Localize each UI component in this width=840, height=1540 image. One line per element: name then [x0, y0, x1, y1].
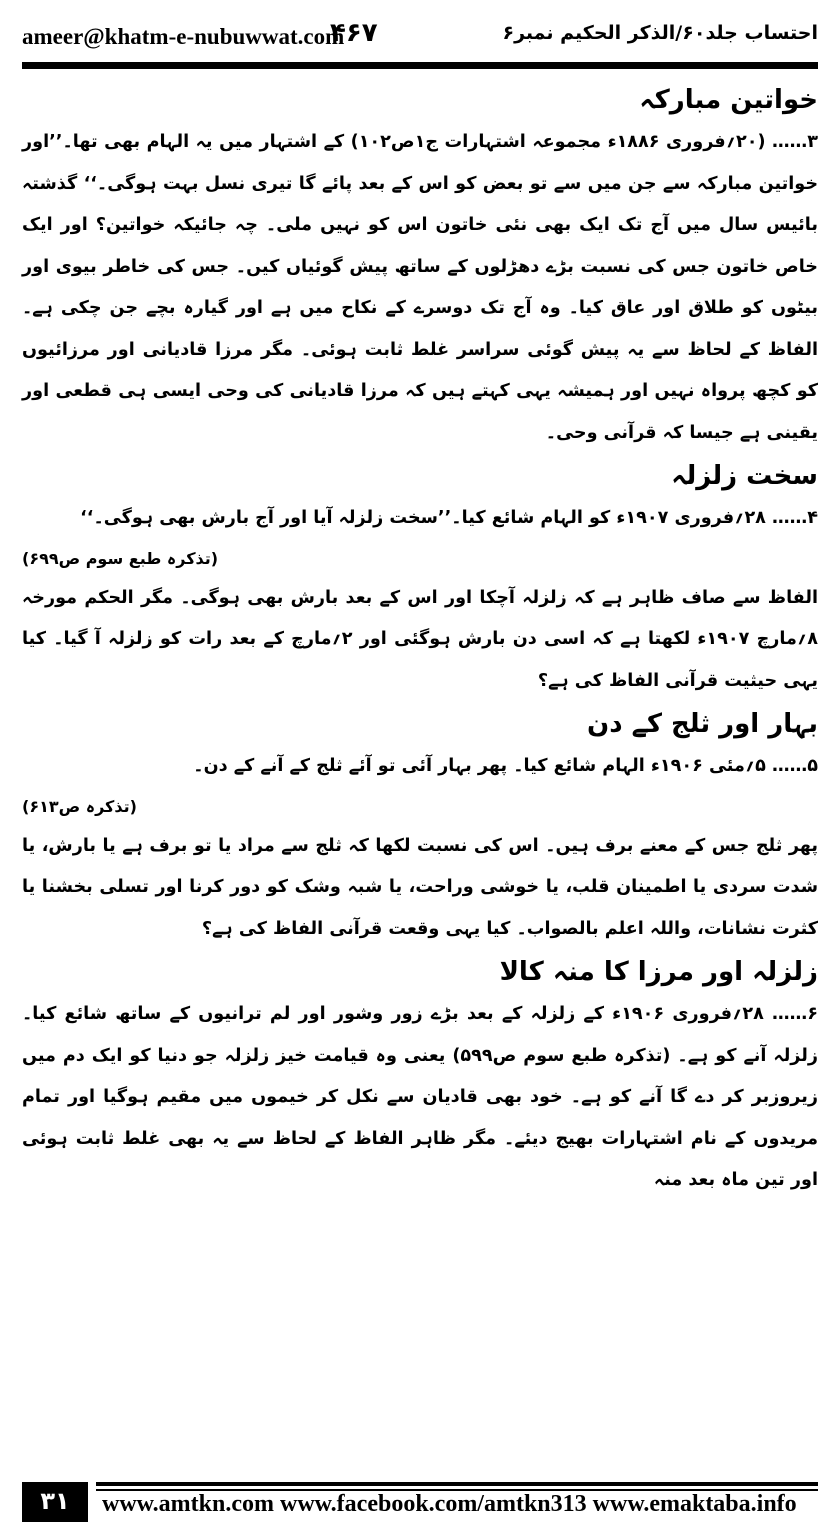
paragraph: ۵…… ۵؍مئی ۱۹۰۶ء الہام شائع کیا۔ پھر بہار آئی تو آئے ثلج کے آنے کے دن۔ — [193, 756, 818, 776]
header-title: احتساب جلد۶۰/الذکر الحکیم نمبر۶ — [502, 22, 818, 44]
paragraph: ۳…… (۲۰؍فروری ۱۸۸۶ء مجموعہ اشتہارات ج۱ص۱۰۲) کے اشتہار میں یہ الہام بھی تھا۔’’اور خواتین مبارکہ سے جن میں سے تو بعض کو اس کے بعد پائے گا تیری نسل بہت ہوگی۔‘‘ گذشتہ بائیس سال میں آج تک ایک بھی نئی خاتون اس کو نہیں ملی۔ چہ جائیکہ خواتین؟ اور ایک خاص خاتون جس کی نسبت بڑے دھڑلوں کے ساتھ پیش گوئیاں کیں۔ جس کی خاطر بیوی اور بیٹوں کو طلاق اور عاق کیا۔ وہ آج تک دوسرے کے نکاح میں ہے اور گیارہ بچے جن چکی ہے۔ الفاظ کے لحاظ سے یہ پیش گوئی سراسر غلط ثابت ہوئی۔ مگر مرزا قادیانی اور مرزائیوں کو کچھ پرواہ نہیں اور ہمیشہ یہی کہتے ہیں کہ مرزا قادیانی کی وحی ایسی ہی قطعی اور یقینی ہے جیسا کہ قرآنی وحی۔ — [22, 132, 818, 443]
footer-rule — [96, 1482, 818, 1486]
paragraph: پھر ثلج جس کے معنے برف ہیں۔ اس کی نسبت لکھا کہ ثلج سے مراد یا تو برف ہے یا بارش، یا شدت سردی یا اطمینان قلب، یا خوشی وراحت، یا شبہ وشک کو دور کرنا اور تسلی بخشنا یا کثرت نشانات، واللہ اعلم بالصواب۔ کیا یہی وقعت قرآنی الفاظ کی ہے؟ — [22, 835, 818, 939]
footer-links[interactable]: www.amtkn.com www.facebook.com/amtkn313 www.emaktaba.info — [102, 1491, 797, 1517]
paragraph: الفاظ سے صاف ظاہر ہے کہ زلزلہ آچکا اور اس کے بعد بارش بھی ہوگی۔ مگر الحکم مورخہ ۸؍مارچ ۱۹۰۷ء لکھتا ہے کہ اسی دن بارش ہوگئی اور ۲؍مارچ کے بعد رات کو زلزلہ آ گیا۔ کیا یہی حیثیت قرآنی الفاظ کی ہے؟ — [22, 587, 818, 691]
paragraph: ۶…… ۲۸؍فروری ۱۹۰۶ء کے زلزلہ کے بعد بڑے زور وشور اور لم ترانیوں کے ساتھ شائع کیا۔ زلزلہ آنے کو ہے۔ (تذکرہ طبع سوم ص۵۹۹) یعنی وہ قیامت خیز زلزلہ جو دنیا کو ایک دم میں زیروزبر کر دے گا آنے کو ہے۔ خود بھی قادیان سے نکل کر خیموں میں مقیم ہوگیا اور تمام مریدوں کے نام اشتہارات بھیج دیئے۔ مگر ظاہر الفاظ کے لحاظ سے یہ بھی غلط ثابت ہوئی اور تین ماہ بعد منہ — [22, 1004, 818, 1190]
section-heading: خواتین مبارکہ — [639, 85, 818, 115]
reference-citation: (تذکرہ طبع سوم ص۶۹۹) — [22, 548, 219, 568]
section-heading: سخت زلزلہ — [671, 461, 818, 491]
section-heading: زلزلہ اور مرزا کا منہ کالا — [499, 957, 818, 987]
header-page-number: ۴۶۷ — [330, 18, 378, 48]
section-heading: بہار اور ثلج کے دن — [587, 709, 818, 739]
header-email: ameer@khatm-e-nubuwwat.com — [22, 24, 345, 49]
paragraph: ۴…… ۲۸؍فروری ۱۹۰۷ء کو الہام شائع کیا۔’’سخت زلزلہ آیا اور آج بارش بھی ہوگی۔‘‘ — [80, 508, 818, 528]
page-footer — [22, 1482, 818, 1522]
header-rule — [22, 62, 818, 69]
footer-page-badge: ۳۱ — [22, 1482, 88, 1522]
page-header — [22, 18, 818, 58]
page-body — [22, 78, 818, 1202]
reference-citation: (تذکرہ ص۶۱۳) — [22, 796, 137, 816]
